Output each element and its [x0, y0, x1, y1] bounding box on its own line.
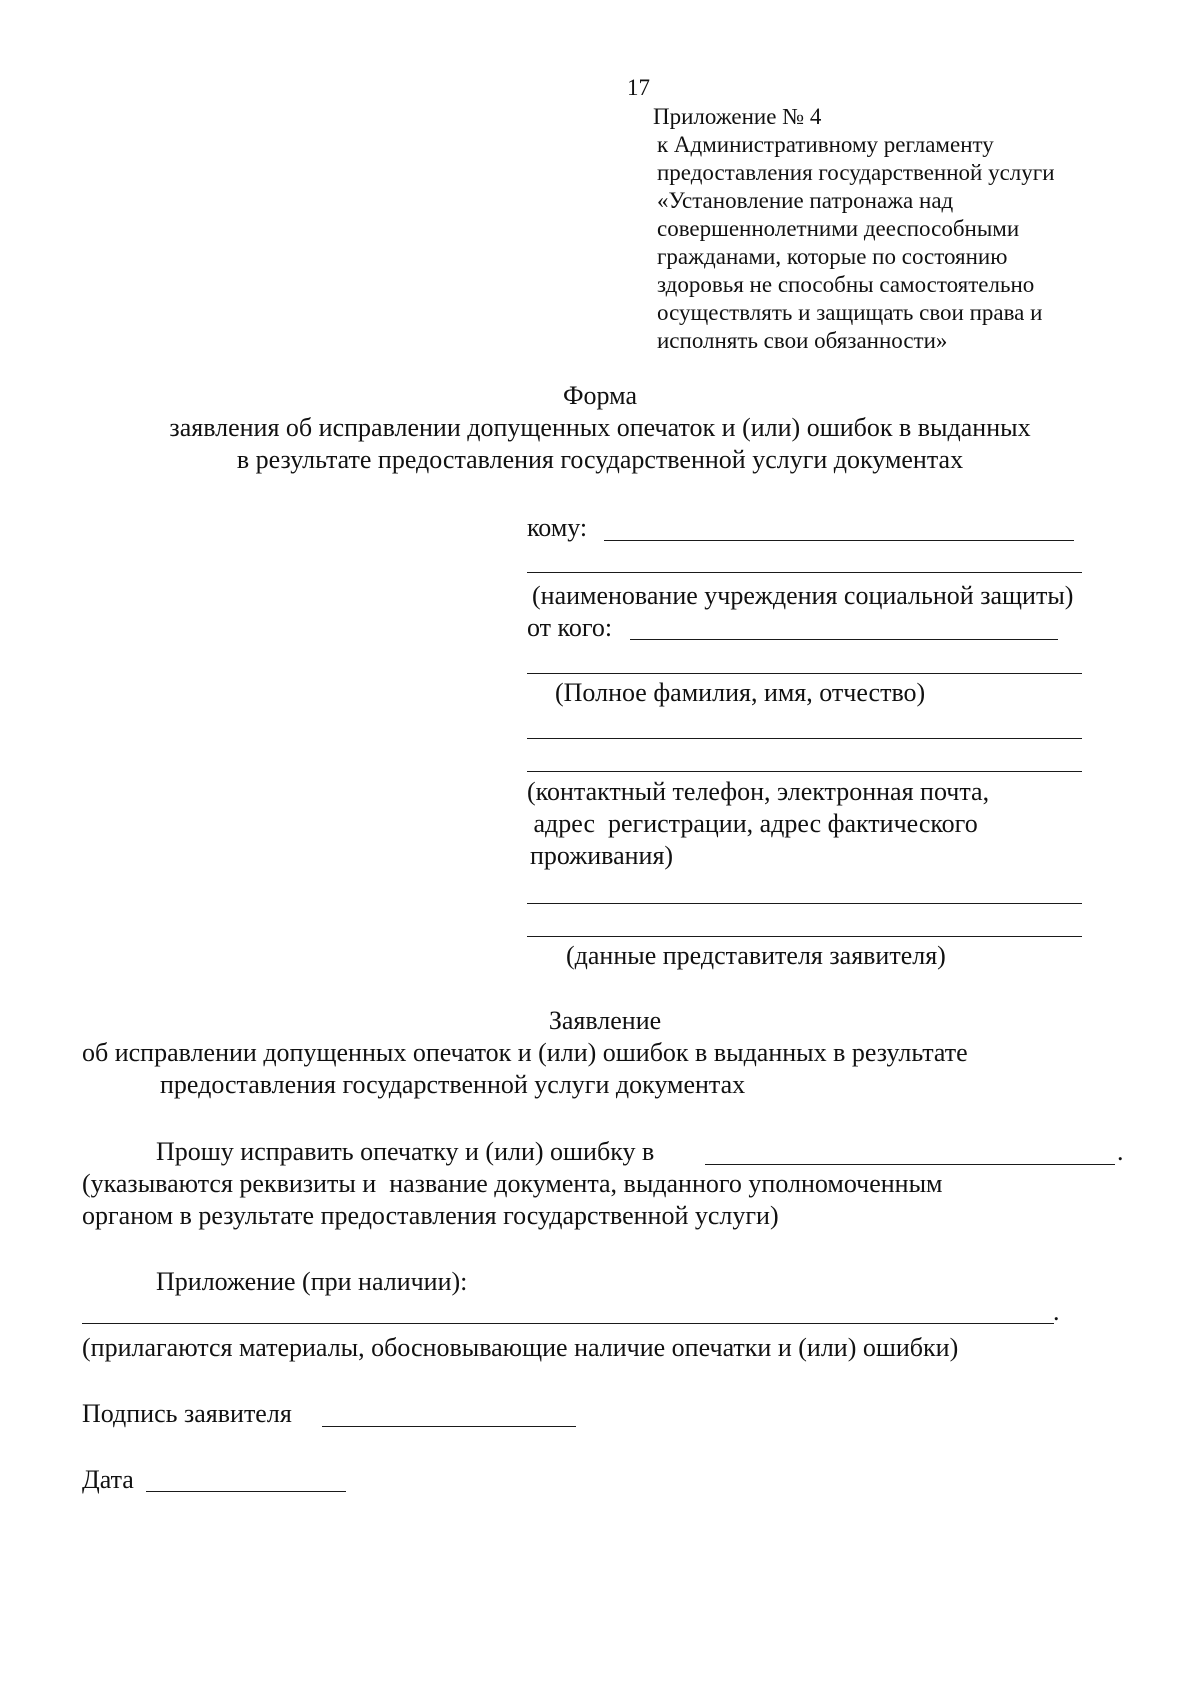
attachment-end: . — [1053, 1297, 1060, 1326]
to-label: кому: — [527, 513, 588, 542]
contact-field[interactable] — [527, 738, 1082, 739]
from-field[interactable] — [630, 639, 1058, 640]
form-title: Форма — [563, 381, 637, 410]
appendix-line: исполнять свои обязанности» — [657, 328, 948, 353]
contact-field-line2[interactable] — [527, 771, 1082, 772]
signature-field[interactable] — [322, 1426, 576, 1427]
date-label: Дата — [82, 1465, 134, 1494]
fio-caption: (Полное фамилия, имя, отчество) — [555, 678, 926, 707]
appendix-title: Приложение № 4 — [653, 104, 822, 129]
date-field[interactable] — [146, 1491, 346, 1492]
request-text: Прошу исправить опечатку и (или) ошибку в — [156, 1137, 655, 1166]
request-end: . — [1117, 1137, 1124, 1166]
representative-field[interactable] — [527, 903, 1082, 904]
attachment-field[interactable] — [82, 1323, 1054, 1324]
fio-field[interactable] — [527, 673, 1082, 674]
appendix-line: предоставления государственной услуги — [657, 160, 1055, 185]
appendix-line: «Установление патронажа над — [657, 188, 954, 213]
document-field[interactable] — [705, 1164, 1115, 1165]
to-caption: (наименование учреждения социальной защиты) — [532, 581, 1074, 610]
representative-caption: (данные представителя заявителя) — [566, 941, 946, 970]
attachment-label: Приложение (при наличии): — [156, 1267, 468, 1296]
contact-caption-line: (контактный телефон, электронная почта, — [527, 777, 990, 806]
contact-caption-line: проживания) — [530, 841, 674, 870]
statement-heading-line: об исправлении допущенных опечаток и (или) ошибок в выданных в результате — [82, 1038, 968, 1067]
contact-caption-line: адрес регистрации, адрес фактического — [527, 809, 978, 838]
attachment-note: (прилагаются материалы, обосновывающие наличие опечатки и (или) ошибки) — [82, 1333, 959, 1362]
request-note-line: органом в результате предоставления государственной услуги) — [82, 1201, 779, 1230]
appendix-line: здоровья не способны самостоятельно — [657, 272, 1035, 297]
to-field[interactable] — [604, 540, 1074, 541]
form-heading-line: заявления об исправлении допущенных опечаток и (или) ошибок в выданных — [169, 413, 1031, 442]
to-field-line2[interactable] — [527, 572, 1082, 573]
page-number: 17 — [627, 75, 650, 100]
representative-field-line2[interactable] — [527, 936, 1082, 937]
appendix-line: к Административному регламенту — [657, 132, 994, 157]
from-label: от кого: — [527, 613, 613, 642]
signature-label: Подпись заявителя — [82, 1399, 292, 1428]
statement-title: Заявление — [548, 1006, 662, 1035]
request-note-line: (указываются реквизиты и название документа, выданного уполномоченным — [82, 1169, 943, 1198]
appendix-line: осуществлять и защищать свои права и — [657, 300, 1043, 325]
statement-heading-line: предоставления государственной услуги документах — [160, 1070, 746, 1099]
appendix-line: гражданами, которые по состоянию — [657, 244, 1008, 269]
form-heading-line: в результате предоставления государственной услуги документах — [236, 445, 964, 474]
appendix-line: совершеннолетними дееспособными — [657, 216, 1020, 241]
